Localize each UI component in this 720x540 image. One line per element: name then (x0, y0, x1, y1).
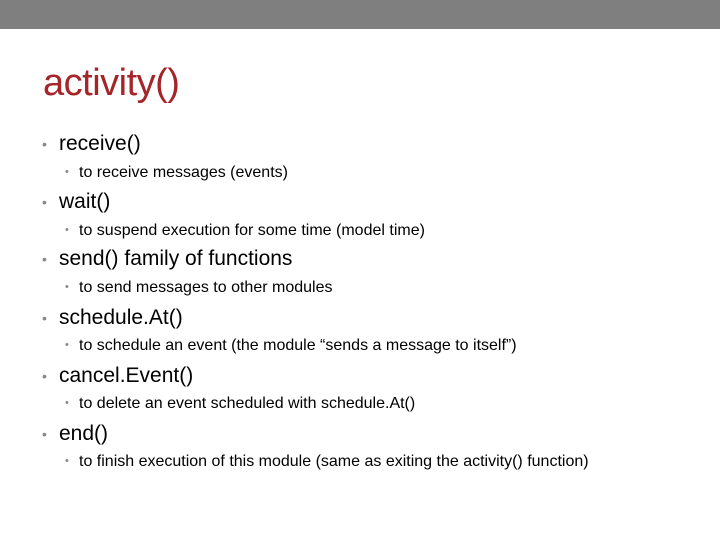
bullet-dot-icon: • (42, 426, 47, 442)
sub-bullet-item-end (65, 451, 654, 472)
bullet-dot-icon: • (42, 194, 47, 210)
bullet-dot-icon: • (42, 368, 47, 384)
bullet-item-end (42, 421, 109, 447)
bullet-dot-icon: • (65, 224, 69, 236)
bullet-dot-icon: • (65, 455, 69, 467)
bullet-dot-icon: • (42, 310, 47, 326)
sub-bullet-text: to schedule an event (the module “sends a message to itself”) (79, 337, 517, 354)
sub-bullet-text: to receive messages (events) (79, 164, 288, 181)
bullet-item-wait (42, 189, 111, 215)
bullet-text: send() family of functions (59, 247, 293, 270)
bullet-dot-icon: • (42, 136, 47, 152)
sub-bullet-item-wait (65, 220, 425, 241)
bullet-dot-icon: • (65, 339, 69, 351)
bullet-dot-icon: • (65, 281, 69, 293)
bullet-dot-icon: • (65, 166, 69, 178)
slide-title: activity() (43, 62, 180, 104)
sub-bullet-text: to finish execution of this module (same as exiting the activity() function) (79, 453, 589, 470)
sub-bullet-item-receive (65, 162, 288, 183)
bullet-dot-icon: • (42, 251, 47, 267)
bullet-item-cancel-event (42, 363, 194, 389)
bullet-item-send (42, 246, 293, 272)
bullet-item-receive (42, 131, 141, 157)
bullet-text: receive() (59, 132, 141, 155)
sub-bullet-text: to delete an event scheduled with schedule.At() (79, 395, 416, 412)
sub-bullet-text: to suspend execution for some time (model time) (79, 222, 425, 239)
bullet-text: schedule.At() (59, 306, 183, 329)
bullet-text: wait() (59, 190, 111, 213)
sub-bullet-item-send (65, 277, 333, 298)
top-bar (0, 0, 720, 29)
bullet-text: end() (59, 422, 109, 445)
bullet-text: cancel.Event() (59, 364, 194, 387)
bullet-dot-icon: • (65, 397, 69, 409)
sub-bullet-item-schedule-at (65, 335, 517, 356)
bullet-item-schedule-at (42, 305, 183, 331)
sub-bullet-item-cancel-event (65, 393, 416, 414)
sub-bullet-text: to send messages to other modules (79, 279, 333, 296)
